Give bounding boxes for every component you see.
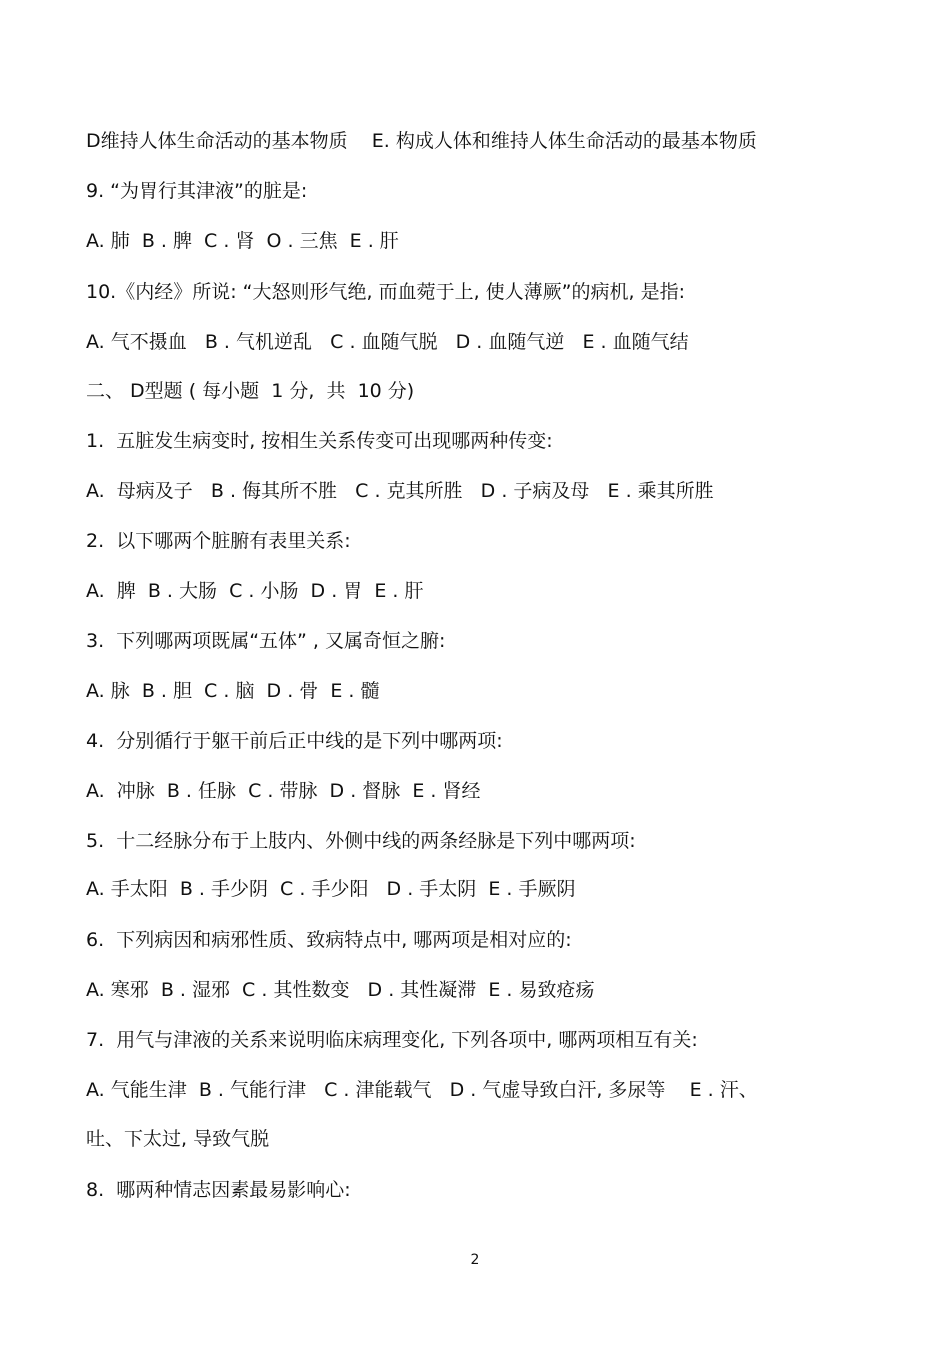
question-3-options: A. 脉 B . 胆 C . 脑 D . 骨 E . 髓 [86, 680, 380, 702]
question-6: 6. 下列病因和病邪性质、致病特点中, 哪两项是相对应的: [86, 929, 572, 951]
text-line: D维持人体生命活动的基本物质 E. 构成人体和维持人体生命活动的最基本物质 [86, 130, 757, 152]
question-10: 10.《内经》所说: “大怒则形气绝, 而血菀于上, 使人薄厥”的病机, 是指: [86, 281, 685, 303]
question-6-options: A. 寒邪 B . 湿邪 C . 其性数变 D . 其性凝滞 E . 易致疮疡 [86, 979, 595, 1001]
section-heading: 二、 D型题 ( 每小题 1 分, 共 10 分) [86, 380, 415, 402]
question-2-options: A. 脾 B . 大肠 C . 小肠 D . 胃 E . 肝 [86, 580, 424, 602]
page-number: 2 [470, 1252, 480, 1268]
question-1: 1. 五脏发生病变时, 按相生关系传变可出现哪两种传变: [86, 430, 553, 452]
question-4: 4. 分别循行于躯干前后正中线的是下列中哪两项: [86, 730, 503, 752]
question-10-options: A. 气不摄血 B . 气机逆乱 C . 血随气脱 D . 血随气逆 E . 血随气结 [86, 331, 689, 353]
question-3: 3. 下列哪两项既属“五体” , 又属奇恒之腑: [86, 630, 446, 652]
question-4-options: A. 冲脉 B . 任脉 C . 带脉 D . 督脉 E . 肾经 [86, 780, 481, 802]
question-8: 8. 哪两种情志因素最易影响心: [86, 1179, 351, 1201]
question-9-options: A. 肺 B . 脾 C . 肾 O . 三焦 E . 肝 [86, 230, 399, 252]
question-5-options: A. 手太阳 B . 手少阴 C . 手少阳 D . 手太阴 E . 手厥阴 [86, 878, 576, 900]
question-7: 7. 用气与津液的关系来说明临床病理变化, 下列各项中, 哪两项相互有关: [86, 1029, 698, 1051]
question-7-options-continued: 吐、下太过, 导致气脱 [86, 1128, 270, 1150]
question-2: 2. 以下哪两个脏腑有表里关系: [86, 530, 351, 552]
question-5: 5. 十二经脉分布于上肢内、外侧中线的两条经脉是下列中哪两项: [86, 830, 636, 852]
question-9: 9. “为胃行其津液”的脏是: [86, 180, 308, 202]
question-7-options: A. 气能生津 B . 气能行津 C . 津能载气 D . 气虚导致白汗, 多尿等 E . 汗、 [86, 1079, 758, 1101]
question-1-options: A. 母病及子 B . 侮其所不胜 C . 克其所胜 D . 子病及母 E . 乘其所胜 [86, 480, 714, 502]
